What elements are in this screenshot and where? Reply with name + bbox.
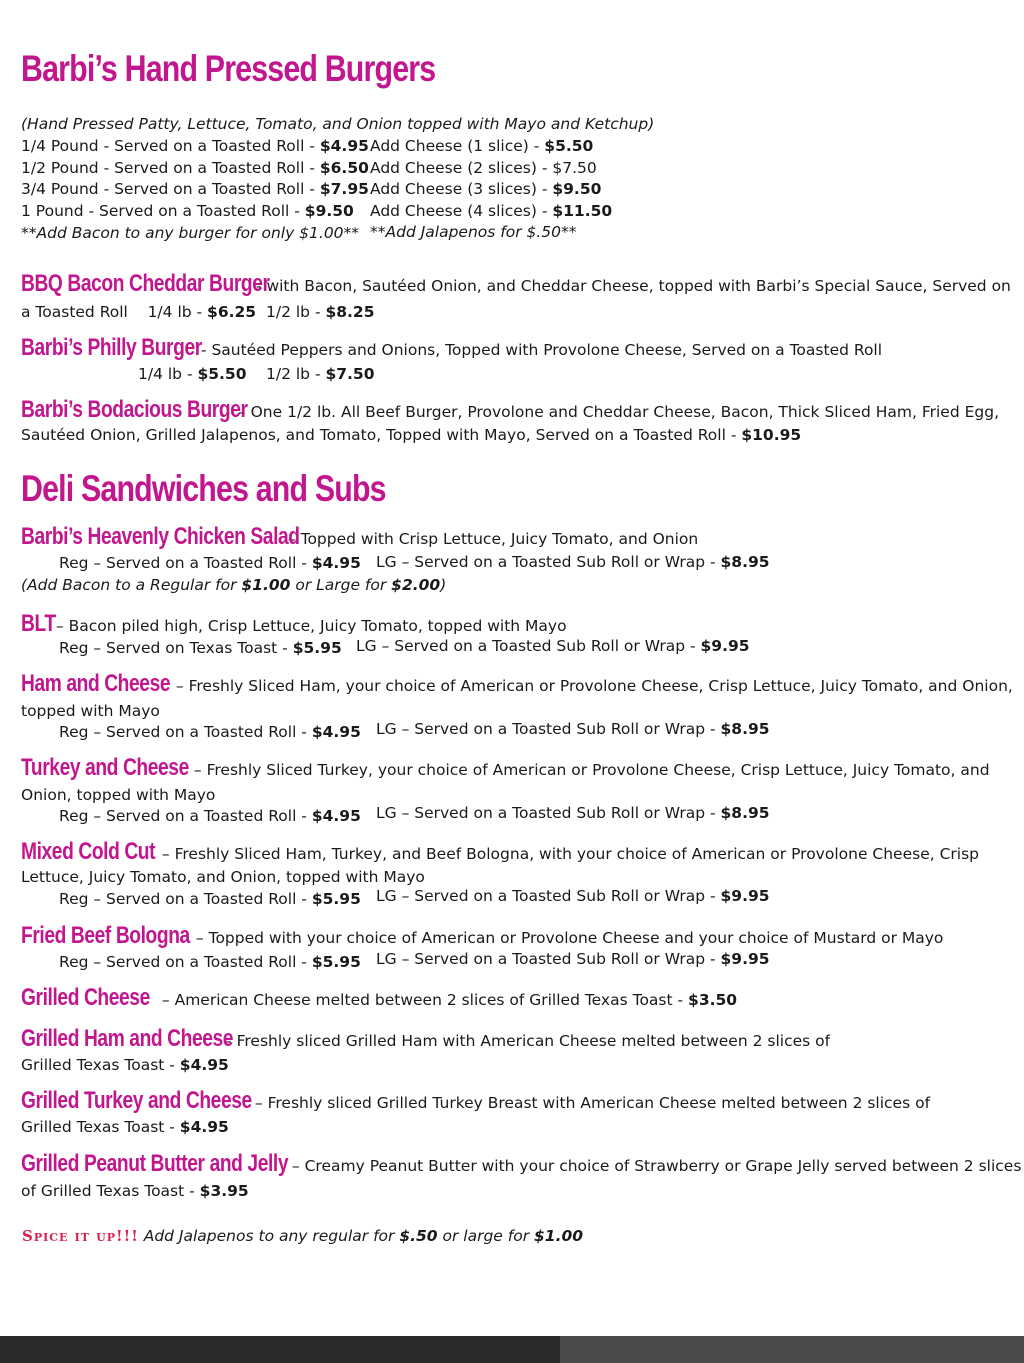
size-label: 1/4 Pound - Served on a Toasted Roll - — [21, 137, 320, 155]
menu-item-ham-and-cheese — [21, 670, 1013, 697]
chicken-bacon-note — [21, 575, 446, 595]
reg-label: Reg – Served on Texas Toast - — [59, 639, 293, 657]
size-price: $6.50 — [319, 159, 369, 177]
lg-price-line — [376, 803, 770, 823]
item-name: Mixed Cold Cut — [21, 838, 156, 865]
menu-item-philly-burger — [21, 334, 883, 361]
menu-item-bodacious-burger — [21, 396, 999, 423]
menu-item-grilled-ham-and-cheese — [21, 1025, 831, 1052]
cheese-addon-row — [370, 179, 601, 199]
menu-item-fried-beef-bologna — [21, 922, 944, 949]
cheese-addon-row — [370, 158, 597, 178]
jalapeno-note: **Add Jalapenos for $.50** — [370, 223, 577, 241]
item-description: – Freshly Sliced Ham, your choice of American or Provolone Cheese, Crisp Lettuce, Juicy Tomato, and Onion, — [171, 677, 1013, 695]
reg-price: $5.95 — [311, 890, 361, 908]
item-description: Grilled Texas Toast - — [21, 1056, 180, 1074]
scan-bottom-edge — [0, 1336, 1024, 1363]
addon-label: Add Cheese (1 slice) - — [370, 137, 545, 155]
item-desc-line2 — [21, 1055, 229, 1075]
item-price: $6.25 — [207, 303, 257, 321]
lg-price: $9.95 — [720, 887, 770, 905]
burgers-intro: (Hand Pressed Patty, Lettuce, Tomato, and Onion topped with Mayo and Ketchup) — [21, 115, 655, 133]
size-price: $7.95 — [319, 180, 369, 198]
lg-label: LG – Served on a Toasted Sub Roll or Wrap - — [376, 950, 721, 968]
item-price: $8.25 — [325, 303, 375, 321]
addon-price: $9.50 — [552, 180, 602, 198]
item-desc-line2: Lettuce, Juicy Tomato, and Onion, topped with Mayo — [21, 868, 425, 886]
item-price-line — [21, 302, 256, 322]
item-name: Ham and Cheese — [21, 670, 171, 697]
note-price: $1.00 — [241, 576, 291, 594]
spice-text: or large for — [437, 1227, 535, 1245]
reg-price: $4.95 — [311, 723, 361, 741]
item-desc-line2 — [21, 425, 801, 445]
item-price-line — [266, 302, 375, 322]
lg-price-line — [376, 719, 770, 739]
item-description: – One 1/2 lb. All Beef Burger, Provolone and Cheddar Cheese, Bacon, Thick Sliced Ham, Fried Egg, — [233, 403, 999, 421]
size-label: 1 Pound - Served on a Toasted Roll - — [21, 202, 305, 220]
burger-size-row — [21, 136, 369, 156]
size-price: $4.95 — [319, 137, 369, 155]
spice-price: $.50 — [399, 1227, 438, 1245]
menu-item-turkey-and-cheese — [21, 754, 990, 781]
lg-price: $8.95 — [720, 720, 770, 738]
menu-item-mixed-cold-cut — [21, 838, 980, 865]
menu-item-chicken-salad — [21, 523, 699, 550]
item-name: Barbi’s Heavenly Chicken Salad — [21, 523, 300, 550]
burger-size-row — [21, 179, 369, 199]
reg-price-line — [59, 722, 361, 742]
price-label: 1/4 lb - — [138, 365, 198, 383]
item-desc-line2: Onion, topped with Mayo — [21, 786, 216, 804]
item-name: Barbi’s Philly Burger — [21, 334, 202, 361]
reg-price-line — [59, 952, 361, 972]
menu-item-grilled-turkey-and-cheese — [21, 1087, 931, 1114]
note-price: $2.00 — [391, 576, 441, 594]
item-name: Barbi’s Bodacious Burger — [21, 396, 248, 423]
cheese-addon-row — [370, 136, 593, 156]
reg-price-line — [59, 553, 361, 573]
item-desc-line2 — [21, 1181, 249, 1201]
lg-price-line — [376, 552, 770, 572]
addon-label: Add Cheese (3 slices) - — [370, 180, 553, 198]
reg-price-line — [59, 638, 342, 658]
addon-label: Add Cheese (4 slices) - — [370, 202, 553, 220]
item-description: – American Cheese melted between 2 slices of Grilled Texas Toast - — [157, 991, 689, 1009]
item-description: Grilled Texas Toast - — [21, 1118, 180, 1136]
item-description: – Freshly Sliced Turkey, your choice of American or Provolone Cheese, Crisp Lettuce, Juicy Tomato, and — [189, 761, 990, 779]
deli-section-title: Deli Sandwiches and Subs — [21, 468, 386, 509]
item-name: Turkey and Cheese — [21, 754, 189, 781]
size-label: 3/4 Pound - Served on a Toasted Roll - — [21, 180, 320, 198]
item-price: $4.95 — [179, 1118, 229, 1136]
lg-price: $8.95 — [720, 553, 770, 571]
item-name: Grilled Turkey and Cheese — [21, 1087, 252, 1114]
addon-price: $5.50 — [544, 137, 594, 155]
reg-label: Reg – Served on a Toasted Roll - — [59, 807, 312, 825]
note-text: or Large for — [290, 576, 392, 594]
reg-price-line — [59, 889, 361, 909]
lg-label: LG – Served on a Toasted Sub Roll or Wrap - — [376, 553, 721, 571]
item-name: BLT — [21, 610, 56, 637]
item-name: BBQ Bacon Cheddar Burger — [21, 270, 270, 297]
menu-item-grilled-cheese — [21, 984, 738, 1011]
reg-label: Reg – Served on a Toasted Roll - — [59, 953, 312, 971]
item-price: $3.50 — [688, 991, 738, 1009]
item-desc-line2: topped with Mayo — [21, 702, 160, 720]
lg-price: $9.95 — [720, 950, 770, 968]
price-label: 1/2 lb - — [266, 365, 326, 383]
item-description: of Grilled Texas Toast - — [21, 1182, 200, 1200]
item-description: – Freshly sliced Grilled Turkey Breast with American Cheese melted between 2 slices of — [250, 1094, 931, 1112]
reg-label: Reg – Served on a Toasted Roll - — [59, 723, 312, 741]
item-description: – Creamy Peanut Butter with your choice of Strawberry or Grape Jelly served between 2 slices — [287, 1157, 1022, 1175]
lg-label: LG – Served on a Toasted Sub Roll or Wrap - — [356, 637, 701, 655]
item-description: Sautéed Onion, Grilled Jalapenos, and Tomato, Topped with Mayo, Served on a Toasted Roll - — [21, 426, 742, 444]
spice-text: Add Jalapenos to any regular for — [138, 1227, 400, 1245]
burgers-section-title: Barbi’s Hand Pressed Burgers — [21, 48, 436, 89]
reg-price: $4.95 — [311, 554, 361, 572]
price-label: 1/2 lb - — [266, 303, 326, 321]
lg-price-line — [376, 949, 770, 969]
item-description: – Freshly Sliced Ham, Turkey, and Beef Bologna, with your choice of American or Provolone Cheese, Crisp — [157, 845, 980, 863]
menu-item-bbq-bacon-cheddar — [21, 270, 1011, 297]
price-label: a Toasted Roll 1/4 lb - — [21, 303, 208, 321]
lg-price-line — [356, 636, 750, 656]
menu-item-grilled-pbj — [21, 1150, 1022, 1177]
lg-price: $9.95 — [700, 637, 750, 655]
item-description: - Sautéed Peppers and Onions, Topped with Provolone Cheese, Served on a Toasted Roll — [196, 341, 883, 359]
item-description: – Freshly sliced Grilled Ham with American Cheese melted between 2 slices of — [219, 1032, 831, 1050]
item-description: – Bacon piled high, Crisp Lettuce, Juicy Tomato, topped with Mayo — [51, 617, 567, 635]
item-price: $4.95 — [179, 1056, 229, 1074]
item-price: $3.95 — [199, 1182, 249, 1200]
note-text: ) — [440, 576, 447, 594]
size-price: $9.50 — [304, 202, 354, 220]
item-name: Grilled Cheese — [21, 984, 150, 1011]
lg-price: $8.95 — [720, 804, 770, 822]
reg-label: Reg – Served on a Toasted Roll - — [59, 554, 312, 572]
lg-label: LG – Served on a Toasted Sub Roll or Wrap - — [376, 804, 721, 822]
note-text: (Add Bacon to a Regular for — [21, 576, 242, 594]
lg-price-line — [376, 886, 770, 906]
item-desc-line2 — [21, 1117, 229, 1137]
lg-label: LG – Served on a Toasted Sub Roll or Wrap - — [376, 887, 721, 905]
cheese-addon-row — [370, 201, 612, 221]
spice-price: $1.00 — [534, 1227, 584, 1245]
burger-size-row — [21, 201, 354, 221]
menu-item-blt — [21, 610, 567, 637]
burger-size-row — [21, 158, 369, 178]
reg-price: $5.95 — [311, 953, 361, 971]
item-price: $7.50 — [325, 365, 375, 383]
reg-price: $5.95 — [292, 639, 342, 657]
scan-edge-shade — [560, 1336, 1024, 1363]
item-description: - with Bacon, Sautéed Onion, and Cheddar Cheese, topped with Barbi’s Special Sauce, Served on — [251, 277, 1011, 295]
lg-label: LG – Served on a Toasted Sub Roll or Wrap - — [376, 720, 721, 738]
reg-price-line — [59, 806, 361, 826]
item-price-line — [138, 364, 247, 384]
item-name: Grilled Peanut Butter and Jelly — [21, 1150, 289, 1177]
spice-it-up-note — [22, 1226, 583, 1246]
reg-label: Reg – Served on a Toasted Roll - — [59, 890, 312, 908]
bacon-note: **Add Bacon to any burger for only $1.00** — [21, 224, 360, 242]
item-description: – Topped with your choice of American or Provolone Cheese and your choice of Mustard or Mayo — [191, 929, 944, 947]
item-description: – Topped with Crisp Lettuce, Juicy Tomato, and Onion — [283, 530, 699, 548]
spice-label: Spice it up!!! — [22, 1227, 139, 1245]
item-price-line — [266, 364, 375, 384]
addon-label: Add Cheese (2 slices) - $7.50 — [370, 159, 597, 177]
item-name: Fried Beef Bologna — [21, 922, 190, 949]
size-label: 1/2 Pound - Served on a Toasted Roll - — [21, 159, 320, 177]
item-price: $5.50 — [197, 365, 247, 383]
reg-price: $4.95 — [311, 807, 361, 825]
item-price: $10.95 — [741, 426, 802, 444]
addon-price: $11.50 — [552, 202, 613, 220]
item-name: Grilled Ham and Cheese — [21, 1025, 234, 1052]
